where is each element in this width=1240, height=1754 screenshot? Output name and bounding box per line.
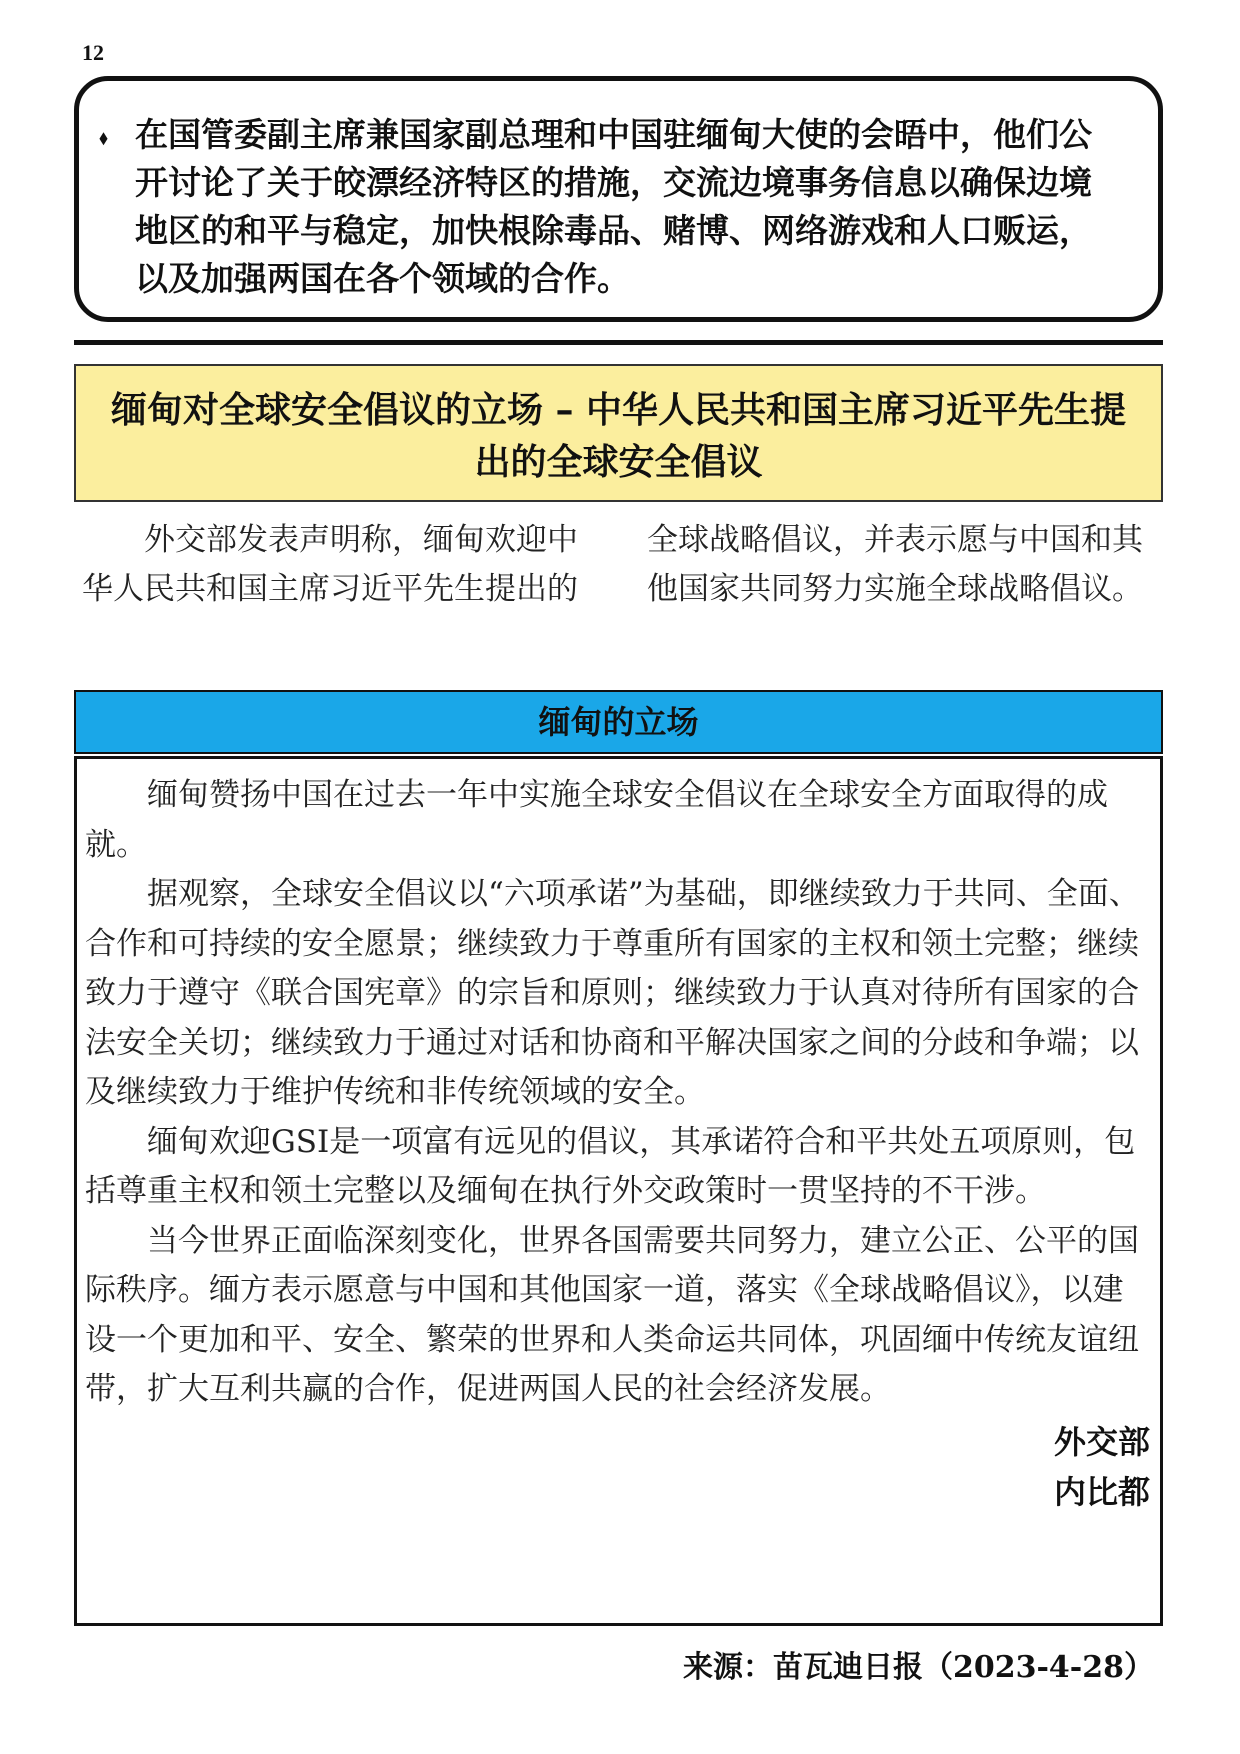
highlight-note-box <box>74 76 1163 322</box>
note-text: 在国管委副主席兼国家副总理和中国驻缅甸大使的会晤中，他们公开讨论了关于皎漂经济特区的措施，交流边境事务信息以确保边境地区的和平与稳定，加快根除毒品、赌博、网络游戏和人口贩运，以及加强两国在各个领域的合作。 <box>135 115 1092 298</box>
signature-place: 内比都 <box>1053 1472 1150 1511</box>
diamond-bullet-icon: ⬧ <box>99 125 108 149</box>
body-paragraph-4: 当今世界正面临深刻变化，世界各国需要共同努力，建立公正、公平的国际秩序。缅方表示愿意与中国和其他国家一道，落实《全球战略倡议》，以建设一个更加和平、安全、繁荣的世界和人类命运共同体，巩固缅中传统友谊纽带，扩大互利共赢的合作，促进两国人民的社会经济发展。 <box>85 1222 1139 1407</box>
article-title-line-1: 缅甸对全球安全倡议的立场 – 中华人民共和国主席习近平先生提 <box>110 389 1127 431</box>
position-content-box <box>74 756 1163 1626</box>
signature-organization: 外交部 <box>1053 1422 1150 1461</box>
intro-text-columns <box>82 516 1162 666</box>
section-header: 缅甸的立场 <box>74 690 1163 754</box>
signature-block <box>85 1417 1150 1517</box>
page-number: 12 <box>82 40 104 65</box>
section-divider <box>74 340 1163 345</box>
body-paragraph-2: 据观察，全球安全倡议以“六项承诺”为基础，即继续致力于共同、全面、合作和可持续的安全愿景；继续致力于尊重所有国家的主权和领土完整；继续致力于遵守《联合国宪章》的宗旨和原则；继续致力于认真对待所有国家的合法安全关切；继续致力于通过对话和协商和平解决国家之间的分歧和争端；以及继续致力于维护传统和非传统领域的安全。 <box>85 876 1140 1110</box>
intro-paragraph: 外交部发表声明称，缅甸欢迎中华人民共和国主席习近平先生提出的全球战略倡议，并表示愿与中国和其他国家共同努力实施全球战略倡议。 <box>82 522 1143 607</box>
source-citation: 来源：苗瓦迪日报（2023-4-28） <box>682 1650 1154 1685</box>
body-paragraph-3: 缅甸欢迎GSI是一项富有远见的倡议，其承诺符合和平共处五项原则，包括尊重主权和领土完整以及缅甸在执行外交政策时一贯坚持的不干涉。 <box>85 1123 1136 1209</box>
article-title-line-2: 出的全球安全倡议 <box>474 441 763 483</box>
body-paragraph-1: 缅甸赞扬中国在过去一年中实施全球安全倡议在全球安全方面取得的成就。 <box>85 777 1108 863</box>
article-title-banner <box>74 364 1163 502</box>
